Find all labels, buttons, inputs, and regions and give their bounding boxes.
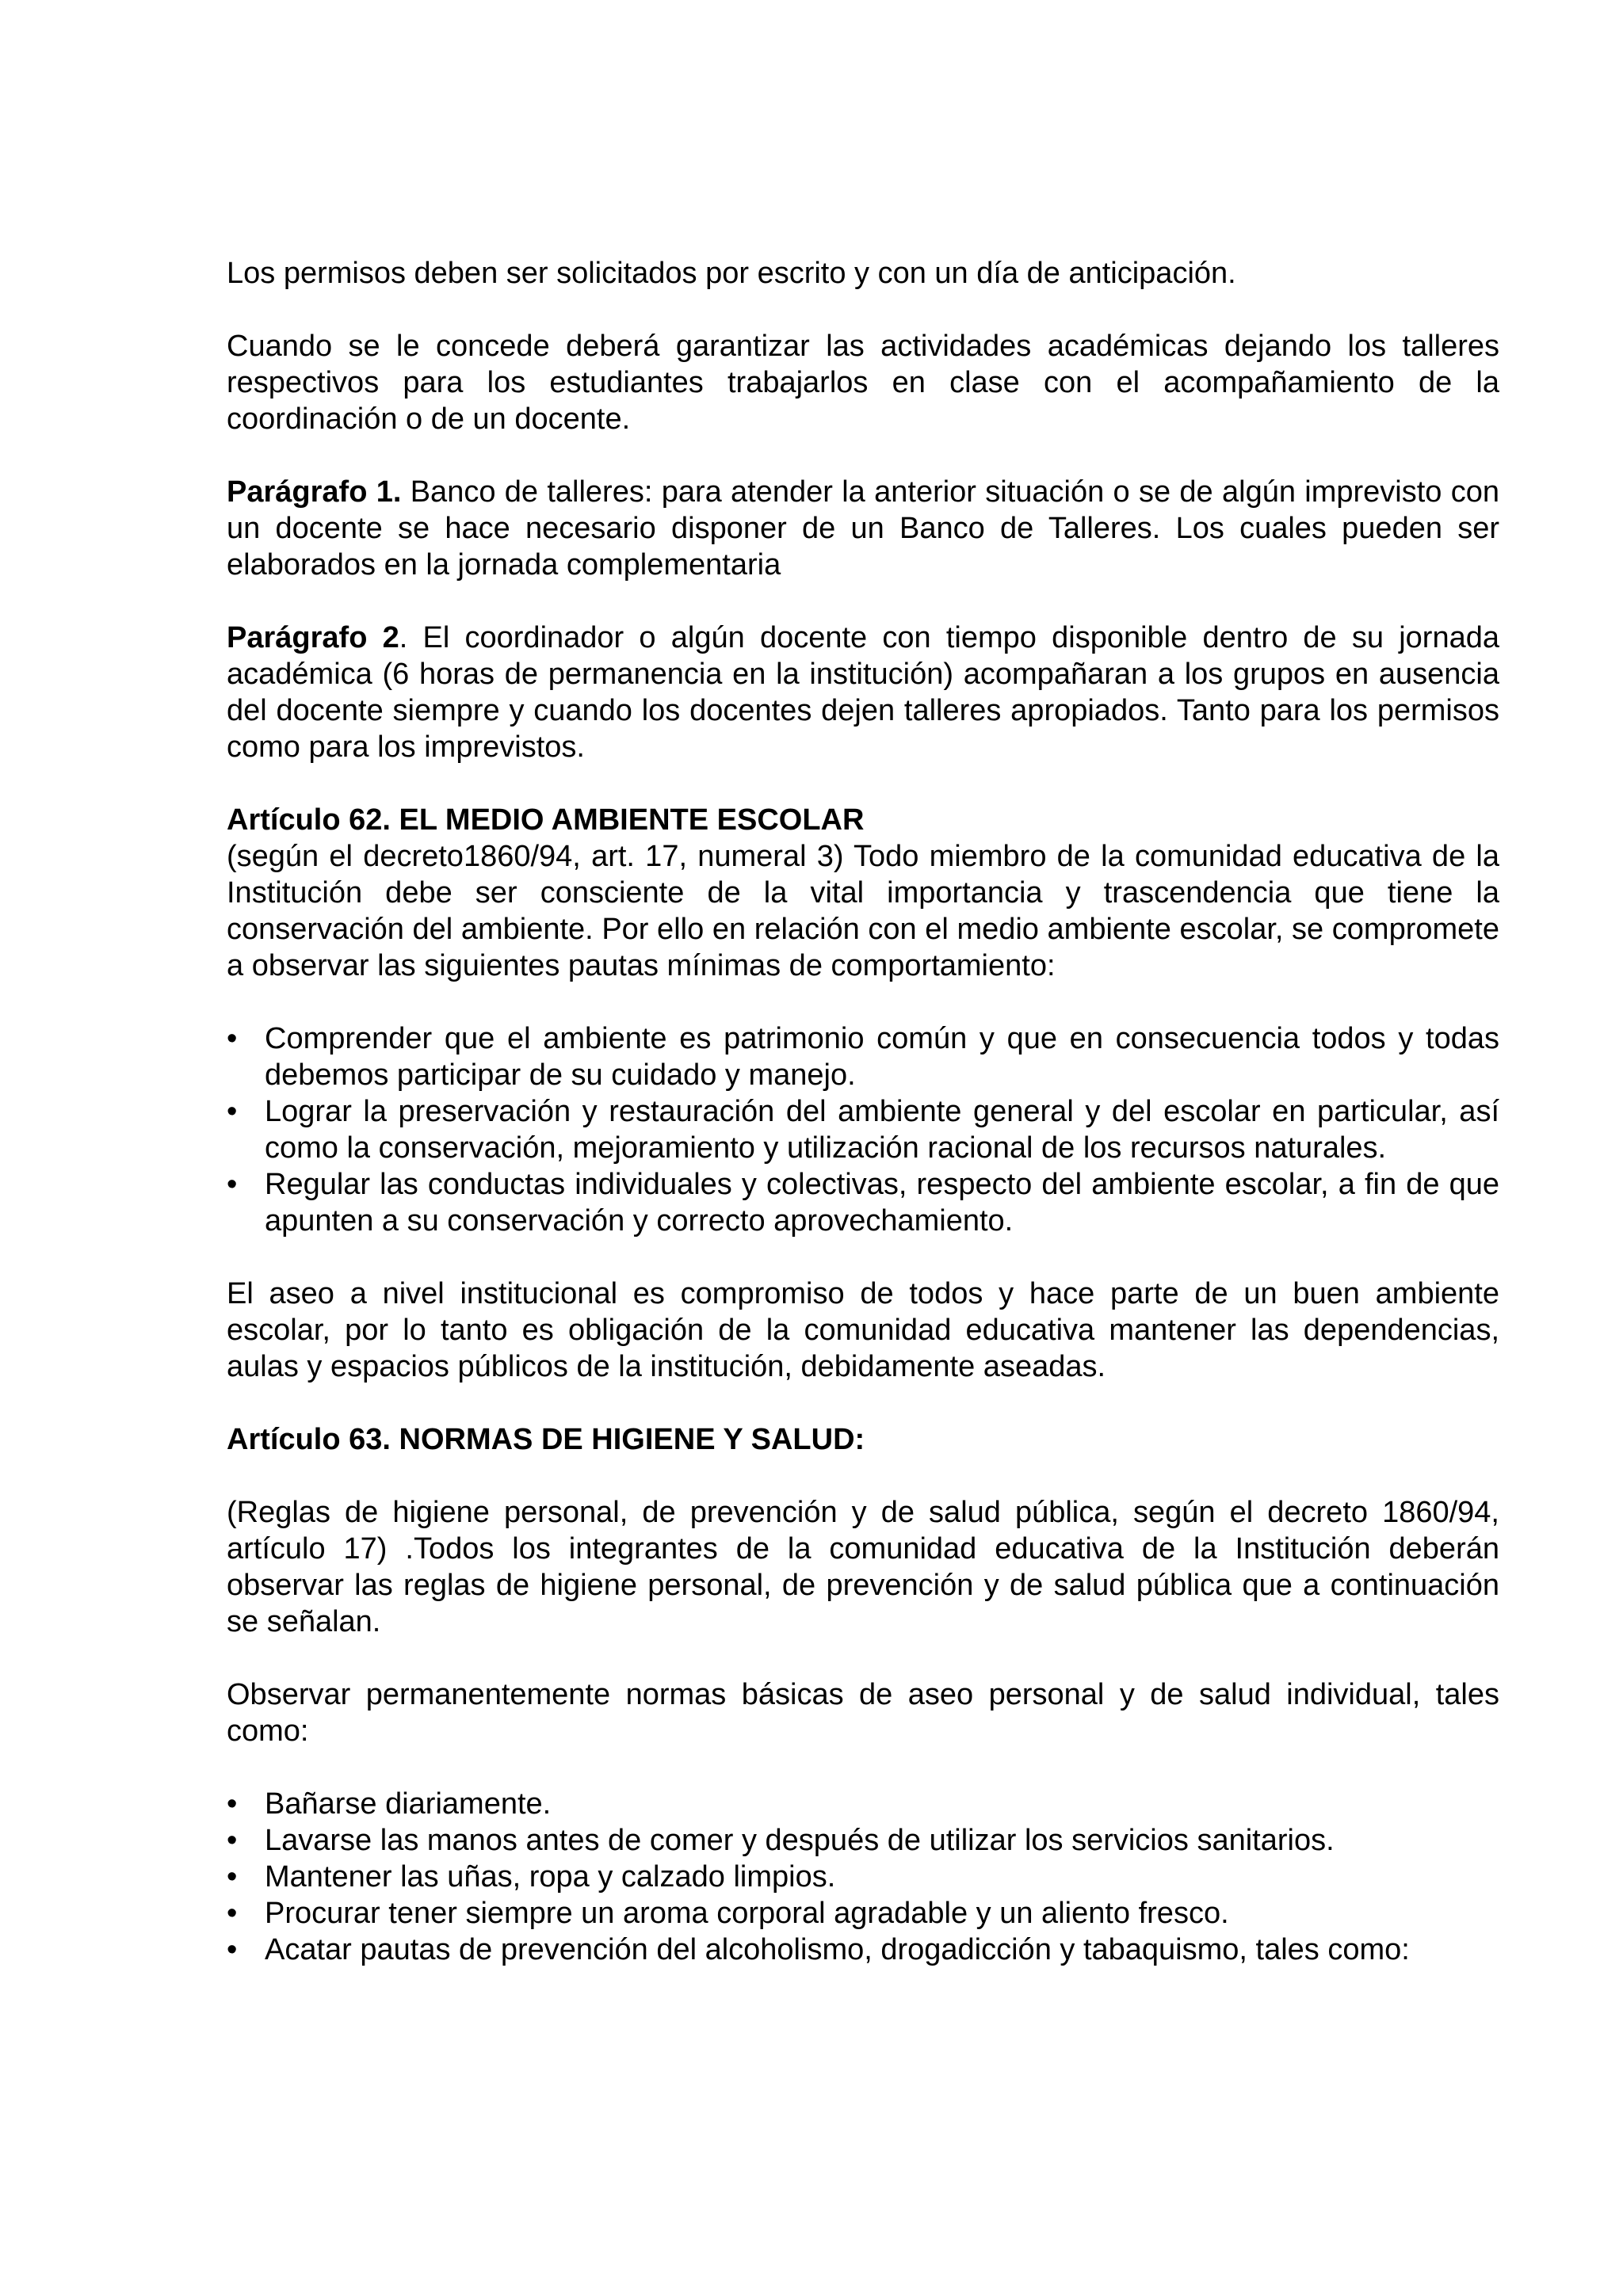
bullet-icon: • <box>227 1824 238 1857</box>
paragrafo-2-label: Parágrafo 2 <box>227 621 399 654</box>
list-item <box>227 1859 1499 1895</box>
bullet-icon: • <box>227 1933 238 1966</box>
list-item <box>227 1822 1499 1859</box>
articulo-62-intro: (según el decreto1860/94, art. 17, numeral 3) Todo miembro de la comunidad educativa de la Institución debe ser consciente de la vital importancia y trascendencia que tiene la conservación del ambiente. Por ello en relación con el medio ambiente escolar, se compromete a observar las siguientes pautas mínimas de comportamiento: <box>227 840 1499 982</box>
paragraph-permisos: Los permisos deben ser solicitados por escrito y con un día de anticipación. <box>227 257 1236 290</box>
list-item-text: Acatar pautas de prevención del alcoholismo, drogadicción y tabaquismo, tales como: <box>265 1933 1410 1966</box>
paragraph-aseo: El aseo a nivel institucional es compromiso de todos y hace parte de un buen ambiente escolar, por lo tanto es obligación de la comunidad educativa mantener las dependencias, aulas y espacios públicos de la institución, debidamente aseadas. <box>227 1277 1499 1383</box>
list-item-text: Mantener las uñas, ropa y calzado limpios. <box>265 1860 836 1894</box>
list-item-text: Procurar tener siempre un aroma corporal agradable y un aliento fresco. <box>265 1897 1229 1930</box>
list-item <box>227 1786 1499 1822</box>
bullet-icon: • <box>227 1897 238 1930</box>
articulo-62-list <box>227 1020 1499 1239</box>
paragrafo-2 <box>227 620 1499 765</box>
bullet-icon: • <box>227 1787 238 1821</box>
document-page <box>227 255 1499 1968</box>
list-item <box>227 1093 1499 1166</box>
list-item-text: Comprender que el ambiente es patrimonio común y que en consecuencia todos y todas debemos participar de su cuidado y manejo. <box>265 1022 1499 1092</box>
list-item <box>227 1166 1499 1239</box>
paragraph-concesion: Cuando se le concede deberá garantizar las actividades académicas dejando los talleres respectivos para los estudiantes trabajarlos en clase con el acompañamiento de la coordinación o de un docente. <box>227 330 1499 436</box>
list-item-text: Lavarse las manos antes de comer y después de utilizar los servicios sanitarios. <box>265 1824 1335 1857</box>
articulo-62-heading: Artículo 62. EL MEDIO AMBIENTE ESCOLAR <box>227 803 865 837</box>
articulo-63-list <box>227 1786 1499 1968</box>
list-item <box>227 1020 1499 1093</box>
paragraph-observar: Observar permanentemente normas básicas de aseo personal y de salud individual, tales como: <box>227 1678 1499 1748</box>
paragrafo-2-text: . El coordinador o algún docente con tiempo disponible dentro de su jornada académica (6 horas de permanencia en la institución) acompañaran a los grupos en ausencia del docente siempre y cuando los docentes dejen talleres apropiados. Tanto para los permisos como para los imprevistos. <box>227 621 1499 764</box>
paragrafo-1 <box>227 474 1499 583</box>
bullet-icon: • <box>227 1860 238 1894</box>
list-item-text: Lograr la preservación y restauración del ambiente general y del escolar en particular, así como la conservación, mejoramiento y utilización racional de los recursos naturales. <box>265 1095 1499 1165</box>
list-item <box>227 1895 1499 1932</box>
list-item-text: Bañarse diariamente. <box>265 1787 552 1821</box>
articulo-63-intro: (Reglas de higiene personal, de prevención y de salud pública, según el decreto 1860/94, artículo 17) .Todos los integrantes de la comunidad educativa de la Institución deberán observar las reglas de higiene personal, de prevención y de salud pública que a continuación se señalan. <box>227 1496 1499 1638</box>
list-item <box>227 1932 1499 1968</box>
paragrafo-1-label: Parágrafo 1. <box>227 475 402 509</box>
paragrafo-1-text: Banco de talleres: para atender la anterior situación o se de algún imprevisto con un docente se hace necesario disponer de un Banco de Talleres. Los cuales pueden ser elaborados en la jornada complementaria <box>227 475 1499 582</box>
articulo-63-heading: Artículo 63. NORMAS DE HIGIENE Y SALUD: <box>227 1423 865 1456</box>
bullet-icon: • <box>227 1022 238 1055</box>
bullet-icon: • <box>227 1095 238 1128</box>
list-item-text: Regular las conductas individuales y colectivas, respecto del ambiente escolar, a fin de que apunten a su conservación y correcto aprovechamiento. <box>265 1168 1499 1238</box>
bullet-icon: • <box>227 1168 238 1201</box>
